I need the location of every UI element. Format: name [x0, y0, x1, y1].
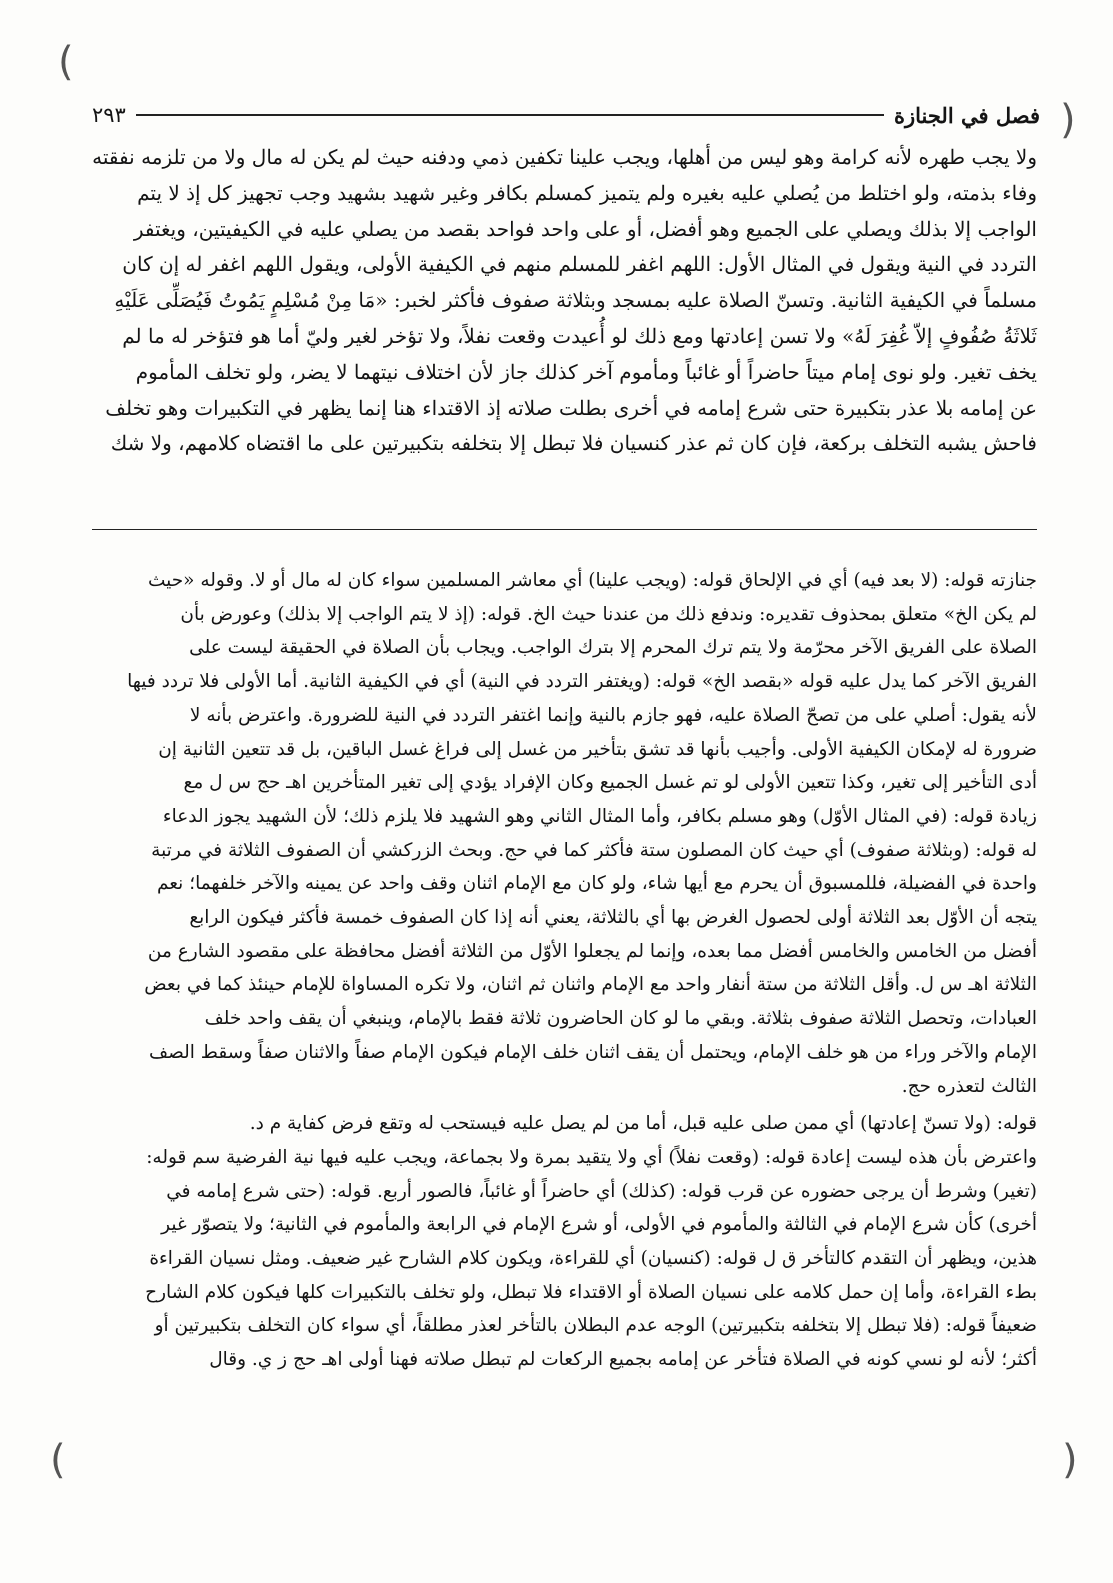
note-line: العبادات، وتحصل الثلاثة صفوف بثلاثة. وبقي ما لو كان الحاضرون ثلاثة فقط بالإمام، وينبغي أن يقف واحد خلف [204, 1008, 1037, 1030]
note-line: هذين، ويظهر أن التقدم كالتأخر ق ل قوله: (كنسيان) أي للقراءة، ويكون كلام الشارح غير ضعيف. ومثل نسيان القراءة [149, 1248, 1037, 1270]
note-line: الثلاثة اهـ س ل. وأقل الثلاثة من ستة أنفار واحد مع الإمام واثنان ثم اثنان، ولا تكره المساواة للإمام حينئذ كما في بعض [144, 974, 1037, 996]
footnote-divider [92, 529, 1037, 530]
commentary-paragraph [92, 1107, 1037, 1377]
note-line: الإمام والآخر وراء من هو خلف الإمام، ويحتمل أن يقف اثنان خلف الإمام فيكون الإمام صفاً والاثنان صفاً وسقط الصف [148, 1041, 1037, 1063]
main-line: يخف تغير. ولو نوى إمام ميتاً حاضراً أو غائباً ومأموم آخر كذلك جاز لأن اختلاف نيتهما لا يضر، ولو تخلف المأموم [135, 359, 1037, 384]
note-line: يتجه أن الأوّل بعد الثلاثة أولى لحصول الغرض بها أي بالثلاثة، يعني أنه إذا كان الصفوف خمسة فأكثر فيكون الرابع [189, 907, 1037, 929]
commentary-paragraph [92, 564, 1037, 1103]
note-line: جنازته قوله: (لا بعد فيه) أي في الإلحاق قوله: (ويجب علينا) أي معاشر المسلمين سواء كان له مال أو لا. وقوله «حيث [147, 570, 1037, 591]
note-line: زيادة قوله: (في المثال الأوّل) وهو مسلم بكافر، وأما المثال الثاني وهو الشهيد فلا يلزم ذلك؛ لأن الشهيد يجوز الدعاء [162, 805, 1037, 827]
note-line: لم يكن الخ» متعلق بمحذوف تقديره: وندفع ذلك من عندنا حيث الخ. قوله: (إذ لا يتم الواجب إلا بذلك) وعورض بأن [180, 603, 1037, 625]
note-line: (تغير) وشرط أن يرجى حضوره عن قرب قوله: (كذلك) أي حاضراً أو غائباً، فالصور أربع. قوله: (حتى شرع إمامه في [166, 1180, 1037, 1202]
note-line: قوله: (ولا تسنّ إعادتها) أي ممن صلى عليه قبل، أما من لم يصل عليه فيستحب له وتقع فرض كفاية م د. [249, 1113, 1037, 1135]
main-line: ثَلاثَةُ صُفُوفٍ إلاّ غُفِرَ لَهُ» ولا تسن إعادتها ومع ذلك لو أُعيدت وقعت نفلاً، ولا تؤخر لغير وليّ أما هو فتؤخر له ما لم [122, 323, 1037, 348]
main-line: عن إمامه بلا عذر بتكبيرة حتى شرع إمامه في أخرى بطلت صلاته إذ الاقتداء هنا إنما يظهر في التكبيرات وهو تخلف [105, 395, 1037, 420]
page-corner-bracket-bottom-right: ) [1062, 1437, 1078, 1483]
note-line: واحدة في الفضيلة، فللمسبوق أن يحرم مع أيها شاء، ولو كان مع الإمام اثنان وقف واحد عن يمينه والآخر خلفهما؛ نعم [156, 873, 1037, 895]
note-line: أدى التأخير إلى تغير، وكذا تتعين الأولى لو تم غسل الجميع وكان الإفراد يؤدي إلى تغير المتأخرين اهـ حج س ل مع [183, 772, 1037, 794]
note-line: أخرى) كأن شرع الإمام في الثالثة والمأموم في الأولى، أو شرع الإمام في الرابعة والمأموم في الثانية؛ ولا يتصوّر غير [161, 1214, 1037, 1236]
chapter-title: فصل في الجنازة [894, 102, 1040, 128]
main-line: التردد في النية ويقول في المثال الأول: اللهم اغفر للمسلم منهم في الكيفية الأولى، ويقول اللهم اغفر له إن كان [122, 252, 1037, 277]
page-corner-bracket-top-left: ( [58, 39, 74, 85]
note-line: أكثر؛ لأنه لو نسي كونه في الصلاة فتأخر عن إمامه بجميع الركعات لم تبطل صلاته فهنا أولى اهـ حج ز ي. وقال [209, 1349, 1037, 1371]
note-line: الثالث لتعذره حج. [901, 1075, 1037, 1097]
note-line: ضرورة له لإمكان الكيفية الأولى. وأجيب بأنها قد تشق بتأخير من غسل إلى فراغ غسل الباقين، بل قد تتعين الثانية إن [158, 738, 1037, 760]
main-line: ولا يجب طهره لأنه كرامة وهو ليس من أهلها، ويجب علينا تكفين ذمي ودفنه حيث لم يكن له مال ولا من تلزمه نفقته [92, 145, 1037, 169]
commentary-notes [92, 564, 1037, 1377]
header-rule [136, 114, 884, 116]
note-line: الصلاة على الفريق الآخر محرّمة ولا يتم ترك المحرم إلا بترك الواجب. ويجاب بأن الصلاة في الحقيقة ليست على [189, 637, 1037, 659]
running-header [92, 97, 1040, 133]
main-line: الواجب إلا بذلك ويصلي على الجميع وهو أفضل، أو على واحد فواحد بقصد من يصلي عليه في الكيفيتين، ويغتفر [133, 216, 1037, 241]
note-line: لأنه يقول: أصلي على من تصحّ الصلاة عليه، فهو جازم بالنية وإنما اغتفر التردد في النية للضرورة. واعترض بأنه لا [189, 704, 1037, 726]
main-line: وفاء بذمته، ولو اختلط من يُصلي عليه بغيره ولم يتميز كمسلم بكافر وغير شهيد بشهيد وجب تجهيز كل إذ لا يتم [137, 180, 1037, 205]
main-line: مسلماً في الكيفية الثانية. وتسنّ الصلاة عليه بمسجد وبثلاثة صفوف فأكثر لخبر: «مَا مِنْ مُسْلِمٍ يَمُوتُ فَيُصَلِّى عَلَيْهِ [114, 288, 1037, 313]
main-line: فاحش يشبه التخلف بركعة، فإن كان ثم عذر كنسيان فلا تبطل إلا بتخلفه بتكبيرتين على ما اقتضاه كلامهم، ولا شك [110, 431, 1037, 456]
main-text [92, 140, 1037, 462]
note-line: ضعيفاً قوله: (فلا تبطل إلا بتخلفه بتكبيرتين) الوجه عدم البطلان بالتأخر لعذر مطلقاً، أي سواء كان التخلف بتكبيرتين أو [154, 1315, 1037, 1337]
note-line: بطء القراءة، وأما إن حمل كلامه على نسيان الصلاة أو الاقتداء فلا تبطل، ولو تخلف بالتكبيرات كلها فيكون كلام الشارح [145, 1281, 1037, 1303]
note-line: أفضل من الخامس والخامس أفضل مما بعده، وإنما لم يجعلوا الأوّل من الثلاثة أفضل محافظة على مقصود الشارع من [147, 940, 1037, 962]
note-line: له قوله: (وبثلاثة صفوف) أي حيث كان المصلون ستة فأكثر كما في حج. وبحث الزركشي أن الصفوف الثلاثة في مرتبة [151, 839, 1037, 861]
note-line: الفريق الآخر كما يدل عليه قوله «بقصد الخ» قوله: (ويغتفر التردد في النية) أي في الكيفية الثانية. أما الأولى فلا تردد فيها [127, 671, 1037, 693]
page-corner-bracket-top-right: ) [1060, 97, 1076, 143]
note-line: واعترض بأن هذه ليست إعادة قوله: (وقعت نفلاً) أي ولا يتقيد بمرة ولا بجماعة، ويجب عليه فيها نية الفرضية سم قوله: [146, 1146, 1037, 1168]
page-number: ٢٩٣ [92, 103, 126, 127]
page-corner-bracket-bottom-left: ( [50, 1437, 66, 1483]
